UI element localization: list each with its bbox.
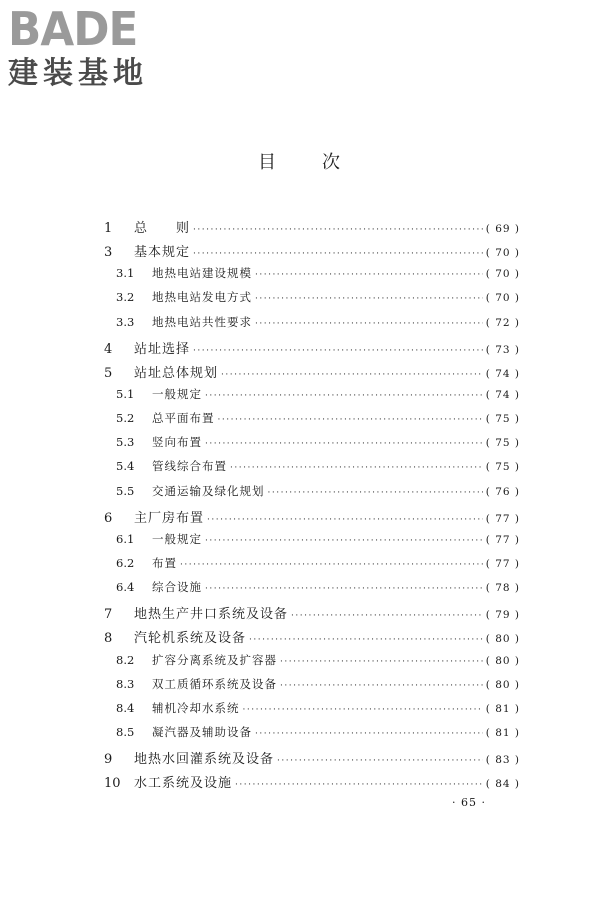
toc-entry [104,627,520,651]
toc-leader-dots [218,415,483,425]
toc-entry [104,241,520,265]
toc-entry-page: ( 80 ) [485,678,520,691]
toc-leader-dots [268,488,483,498]
page-number: · 65 · [452,796,486,809]
toc-entry [104,386,520,410]
toc-entry-page: ( 78 ) [485,582,520,595]
toc-entry-page: ( 77 ) [485,557,520,570]
toc-entry-number: 5.2 [116,411,135,426]
toc-entry [104,724,520,748]
toc-entry-title: 地热电站建设规模 [152,266,252,281]
toc-entry [104,362,520,386]
toc-entry-title: 主厂房布置 [134,510,205,526]
toc-leader-dots [235,780,483,790]
toc-entry-page: ( 84 ) [485,778,520,791]
toc-entry-title: 管线综合布置 [152,459,227,474]
logo-subtitle: 建装基地 [8,56,148,91]
toc-entry-page: ( 69 ) [485,223,520,235]
page-title-char-1: 目 [258,152,278,173]
toc-entry-page: ( 83 ) [485,754,520,767]
toc-leader-dots [180,560,483,570]
toc-entry [104,458,520,482]
toc-entry-page: ( 76 ) [485,485,520,498]
toc-entry-page: ( 81 ) [485,702,520,715]
toc-entry-title: 站址总体规划 [134,365,219,381]
toc-entry-number: 9 [104,752,113,768]
toc-entry-number: 8.3 [116,676,135,691]
toc-entry-page: ( 77 ) [485,512,520,525]
toc-entry-title: 总平面布置 [152,411,215,426]
toc-entry-number: 3.3 [116,314,135,329]
toc-entry [104,772,520,796]
toc-entry-title: 水工系统及设施 [134,776,233,792]
toc-entry-title: 一般规定 [152,531,202,546]
toc-entry-number: 6.2 [116,555,135,570]
toc-entry-title: 竖向布置 [152,435,202,450]
toc-leader-dots [193,249,483,259]
toc-entry-page: ( 72 ) [485,316,520,329]
toc-entry-page: ( 70 ) [485,268,520,281]
toc-leader-dots [277,756,483,766]
toc-entry-page: ( 80 ) [485,654,520,667]
toc-entry [104,676,520,700]
toc-entry [104,265,520,289]
toc-entry-number: 6 [104,510,113,526]
toc-leader-dots [221,370,483,380]
toc-entry-number: 6.4 [116,580,135,595]
toc-leader-dots [255,319,483,329]
toc-entry-title: 双工质循环系统及设备 [152,676,277,691]
toc-entry-number: 8 [104,631,113,647]
toc-leader-dots [255,270,483,280]
logo [8,2,178,91]
toc-entry-number: 5.3 [116,435,135,450]
toc-entry-number: 7 [104,607,113,623]
toc-leader-dots [255,729,483,739]
toc-entry [104,338,520,362]
toc-entry-number: 5.5 [116,483,135,498]
toc-entry-title: 扩容分离系统及扩容器 [152,652,277,667]
toc-entry [104,217,520,241]
toc-entry-title: 地热生产井口系统及设备 [134,607,289,623]
toc-entry [104,748,520,772]
toc-leader-dots [207,515,483,525]
toc-entry-title: 一般规定 [152,386,202,401]
toc-entry-title: 交通运输及绿化规划 [152,483,265,498]
toc-entry-number: 5.4 [116,459,135,474]
toc-entry [104,507,520,531]
toc-leader-dots [205,536,483,546]
toc-entry-title: 布置 [152,555,177,570]
toc-leader-dots [205,584,483,594]
toc-entry-page: ( 75 ) [485,461,520,474]
toc-entry [104,483,520,507]
table-of-contents [104,217,520,796]
toc-entry-title: 总 则 [134,221,191,236]
toc-entry [104,555,520,579]
toc-leader-dots [230,463,483,473]
toc-entry [104,652,520,676]
toc-leader-dots [243,705,483,715]
toc-entry-title: 辅机冷却水系统 [152,700,240,715]
toc-entry-number: 5.1 [116,386,135,401]
toc-entry [104,603,520,627]
toc-entry-number: 5 [104,365,113,381]
toc-entry-number: 4 [104,341,113,357]
toc-entry [104,700,520,724]
toc-entry-title: 凝汽器及辅助设备 [152,724,252,739]
toc-entry-number: 6.1 [116,531,135,546]
toc-entry [104,289,520,313]
toc-entry-number: 8.4 [116,700,135,715]
toc-entry-title: 地热电站共性要求 [152,314,252,329]
toc-entry-page: ( 70 ) [485,247,520,260]
toc-entry-number: 8.5 [116,724,135,739]
toc-leader-dots [193,346,483,356]
toc-entry-number: 10 [104,776,121,792]
toc-entry-title: 地热电站发电方式 [152,290,252,305]
toc-entry-page: ( 75 ) [485,413,520,426]
toc-leader-dots [280,681,483,691]
toc-entry-page: ( 80 ) [485,633,520,646]
toc-leader-dots [249,635,483,645]
toc-leader-dots [193,225,483,235]
toc-entry-number: 3 [104,245,113,261]
toc-leader-dots [205,391,483,401]
toc-entry-title: 汽轮机系统及设备 [134,631,247,647]
toc-entry-page: ( 81 ) [485,726,520,739]
toc-entry-title: 基本规定 [134,245,191,261]
toc-entry-page: ( 70 ) [485,292,520,305]
toc-entry-page: ( 73 ) [485,343,520,356]
toc-leader-dots [280,657,483,667]
toc-entry [104,410,520,434]
toc-entry-number: 8.2 [116,652,135,667]
toc-entry-page: ( 75 ) [485,437,520,450]
toc-entry-number: 3.2 [116,290,135,305]
toc-leader-dots [255,294,483,304]
toc-entry [104,579,520,603]
toc-entry [104,434,520,458]
toc-leader-dots [205,439,483,449]
logo-wordmark: BADE [8,2,138,56]
toc-entry-title: 站址选择 [134,341,191,357]
toc-entry-title: 地热水回灌系统及设备 [134,752,275,768]
toc-entry-number: 1 [104,221,113,236]
toc-entry-page: ( 79 ) [485,609,520,622]
toc-leader-dots [291,611,483,621]
toc-entry-page: ( 77 ) [485,533,520,546]
toc-entry-number: 3.1 [116,266,135,281]
toc-entry [104,531,520,555]
toc-entry-title: 综合设施 [152,580,202,595]
toc-entry-page: ( 74 ) [485,367,520,380]
toc-entry [104,314,520,338]
page-title [0,148,600,174]
page-title-char-2: 次 [322,152,342,173]
toc-entry-page: ( 74 ) [485,388,520,401]
